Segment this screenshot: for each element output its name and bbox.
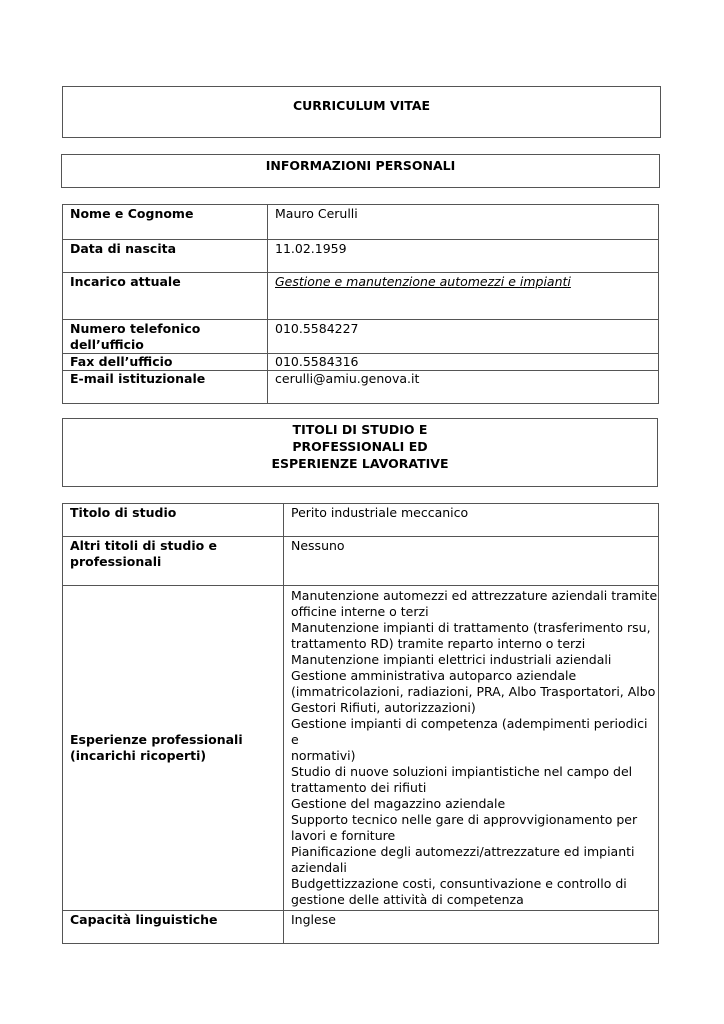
table-row: [63, 320, 659, 354]
studies-title-line2: PROFESSIONALI ED: [292, 439, 428, 454]
phone-label: [63, 320, 268, 354]
email-label: E-mail istituzionale: [63, 371, 268, 404]
table-row: [63, 354, 659, 371]
studies-table: [62, 503, 659, 944]
personal-section-box: [61, 154, 660, 188]
other-titles-label-line2: professionali: [70, 554, 162, 569]
table-row: [63, 504, 659, 537]
role-value: Gestione e manutenzione automezzi e impianti: [275, 274, 571, 289]
other-titles-value: Nessuno: [284, 537, 659, 586]
experience-line: Manutenzione impianti di trattamento (trasferimento rsu,: [291, 620, 651, 635]
birth-value: 11.02.1959: [268, 240, 659, 273]
experience-line: trattamento dei rifiuti: [291, 780, 427, 795]
phone-label-line1: Numero telefonico: [70, 321, 201, 336]
languages-label: Capacità linguistiche: [63, 911, 284, 944]
table-row: [63, 205, 659, 240]
studies-section-title: [63, 421, 657, 472]
studies-title-line3: ESPERIENZE LAVORATIVE: [271, 456, 449, 471]
experience-line: (immatricolazioni, radiazioni, PRA, Albo Trasportatori, Albo: [291, 684, 656, 699]
table-row: [63, 586, 659, 911]
experience-line: Pianificazione degli automezzi/attrezzature ed impianti: [291, 844, 635, 859]
experience-line: trattamento RD) tramite reparto interno o terzi: [291, 636, 586, 651]
fax-value: 010.5584316: [268, 354, 659, 371]
experience-value: [284, 586, 659, 911]
experience-line: Gestione impianti di competenza (adempimenti periodici e: [291, 716, 648, 747]
experience-line: Manutenzione impianti elettrici industriali aziendali: [291, 652, 612, 667]
table-row: [63, 240, 659, 273]
experience-label-line1: Esperienze professionali: [70, 732, 243, 747]
phone-label-line2: dell’ufficio: [70, 337, 144, 352]
experience-label: [63, 586, 284, 911]
table-row: [63, 273, 659, 320]
name-value: Mauro Cerulli: [268, 205, 659, 240]
role-label: Incarico attuale: [63, 273, 268, 320]
table-row: [63, 911, 659, 944]
email-value: cerulli@amiu.genova.it: [268, 371, 659, 404]
experience-line: officine interne o terzi: [291, 604, 429, 619]
experience-line: Gestione amministrativa autoparco aziendale: [291, 668, 577, 683]
role-cell: [268, 273, 659, 320]
personal-info-table: [62, 204, 659, 404]
experience-line: Budgettizzazione costi, consuntivazione e controllo di: [291, 876, 627, 891]
other-titles-label: [63, 537, 284, 586]
cv-title: CURRICULUM VITAE: [292, 98, 431, 113]
degree-value: Perito industriale meccanico: [284, 504, 659, 537]
phone-value: 010.5584227: [268, 320, 659, 354]
other-titles-label-line1: Altri titoli di studio e: [70, 538, 218, 553]
table-row: [63, 371, 659, 404]
experience-line: aziendali: [291, 860, 347, 875]
experience-line: Studio di nuove soluzioni impiantistiche nel campo del: [291, 764, 633, 779]
languages-value: Inglese: [284, 911, 659, 944]
studies-section-box: [62, 418, 658, 487]
experience-line: normativi): [291, 748, 356, 763]
fax-label: Fax dell’ufficio: [63, 354, 268, 371]
experience-line: lavori e forniture: [291, 828, 396, 843]
cv-title-box: [62, 86, 661, 138]
studies-title-line1: TITOLI DI STUDIO E: [292, 422, 428, 437]
name-label: Nome e Cognome: [63, 205, 268, 240]
experience-label-line2: (incarichi ricoperti): [70, 748, 207, 763]
experience-line: Gestione del magazzino aziendale: [291, 796, 506, 811]
table-row: [63, 537, 659, 586]
experience-line: Manutenzione automezzi ed attrezzature aziendali tramite: [291, 588, 658, 603]
experience-line: gestione delle attività di competenza: [291, 892, 524, 907]
personal-section-title: INFORMAZIONI PERSONALI: [265, 158, 456, 173]
birth-label: Data di nascita: [63, 240, 268, 273]
degree-label: Titolo di studio: [63, 504, 284, 537]
experience-line: Supporto tecnico nelle gare di approvvigionamento per: [291, 812, 638, 827]
experience-line: Gestori Rifiuti, autorizzazioni): [291, 700, 476, 715]
